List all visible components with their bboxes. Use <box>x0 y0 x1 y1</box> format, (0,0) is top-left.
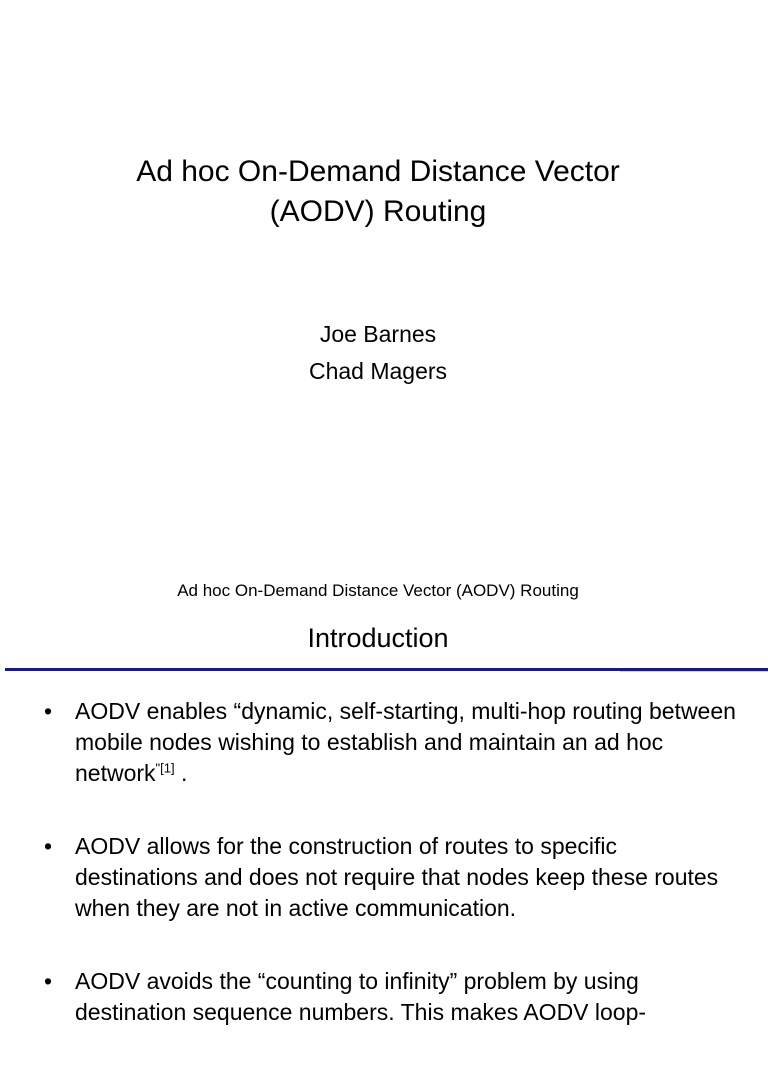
bullet-dot: • <box>44 698 53 724</box>
slide-title-line-2: (AODV) Routing <box>269 195 487 228</box>
slide-title-line-1: Ad hoc On-Demand Distance Vector <box>136 155 620 188</box>
bullet-list <box>0 696 768 1070</box>
bullet-text: AODV avoids the “counting to infinity” problem by using destination sequence numbers. This makes AODV loop- <box>75 968 647 1025</box>
section-title: Introduction <box>307 623 449 653</box>
slide-header: Ad hoc On-Demand Distance Vector (AODV) Routing <box>177 581 579 600</box>
bullet-item <box>0 696 768 789</box>
slide-title <box>0 152 756 232</box>
author-name: Joe Barnes <box>319 321 437 347</box>
title-divider <box>5 668 768 671</box>
bullet-item <box>0 831 768 924</box>
bullet-item <box>0 966 768 1028</box>
bullet-text: AODV enables “dynamic, self-starting, multi-hop routing between mobile nodes wishing to establish and maintain an ad hoc network <box>75 698 736 786</box>
bullet-tail: . <box>174 760 188 786</box>
author-name: Chad Magers <box>308 358 448 384</box>
bullet-dot: • <box>44 833 53 859</box>
bullet-dot: • <box>44 968 53 994</box>
citation-ref: "[1] <box>155 760 175 776</box>
authors <box>0 316 756 390</box>
bullet-text: AODV allows for the construction of routes to specific destinations and does not require that nodes keep these routes when they are not in active communication. <box>75 833 719 921</box>
